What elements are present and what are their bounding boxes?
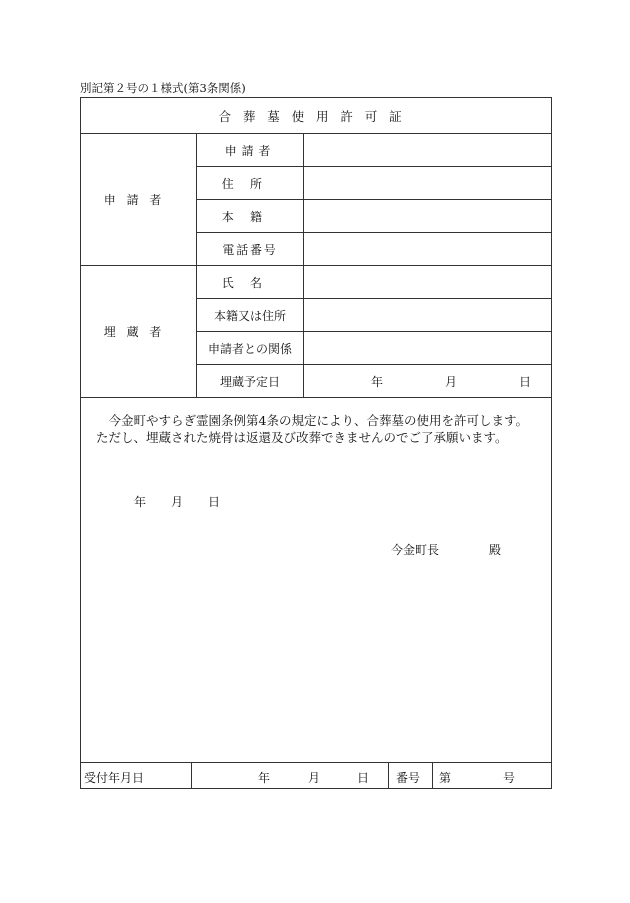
permit-notice-line1: 今金町やすらぎ霊園条例第4条の規定により、合葬墓の使用を許可します。: [108, 413, 528, 428]
number-prefix: 第: [439, 771, 452, 785]
deceased-name-label: 氏名: [221, 275, 279, 290]
rule: [80, 397, 552, 398]
relationship-field[interactable]: [304, 332, 551, 364]
applicant-address-label: 住所: [221, 176, 279, 191]
rule: [80, 762, 552, 763]
received-date-month: 月: [308, 771, 321, 785]
issue-date-day: 日: [208, 495, 221, 509]
received-date-day: 日: [357, 771, 370, 785]
issue-date-month: 月: [171, 495, 184, 509]
deceased-domicile-label: 本籍又は住所: [213, 308, 286, 323]
number-label: 番号: [396, 771, 421, 785]
issuer-title: 今金町長: [391, 543, 440, 557]
applicant-name-label: 申請者: [224, 143, 276, 158]
applicant-domicile-label: 本籍: [221, 209, 279, 224]
applicant-phone-label: 電話番号: [222, 242, 278, 257]
number-suffix: 号: [503, 771, 516, 785]
rule: [191, 762, 192, 789]
burial-date-month: 月: [445, 375, 458, 389]
rule: [388, 762, 389, 789]
form-title: 合葬墓使用許可証: [218, 108, 414, 124]
issue-date-year: 年: [134, 495, 147, 509]
received-date-label: 受付年月日: [84, 771, 145, 785]
applicant-group-label: 申請者: [103, 193, 173, 207]
burial-date-day: 日: [519, 375, 532, 389]
relationship-label: 申請者との関係: [207, 341, 292, 356]
applicant-phone-field[interactable]: [304, 233, 551, 265]
rule: [432, 762, 433, 789]
received-date-year: 年: [258, 771, 271, 785]
deceased-name-field[interactable]: [304, 266, 551, 298]
burial-group-label: 埋蔵者: [103, 325, 173, 339]
applicant-address-field[interactable]: [304, 167, 551, 199]
applicant-name-field[interactable]: [304, 134, 551, 166]
burial-date-label: 埋蔵予定日: [219, 374, 280, 389]
permit-notice: [96, 412, 536, 446]
applicant-domicile-field[interactable]: [304, 200, 551, 232]
permit-notice-line2: ただし、埋蔵された焼骨は返還及び改葬できませんのでご了承願います。: [96, 430, 508, 445]
form-caption: 別記第２号の１様式(第3条関係): [80, 81, 246, 95]
burial-date-year: 年: [371, 375, 384, 389]
deceased-domicile-field[interactable]: [304, 299, 551, 331]
issuer-honorific: 殿: [489, 543, 502, 557]
